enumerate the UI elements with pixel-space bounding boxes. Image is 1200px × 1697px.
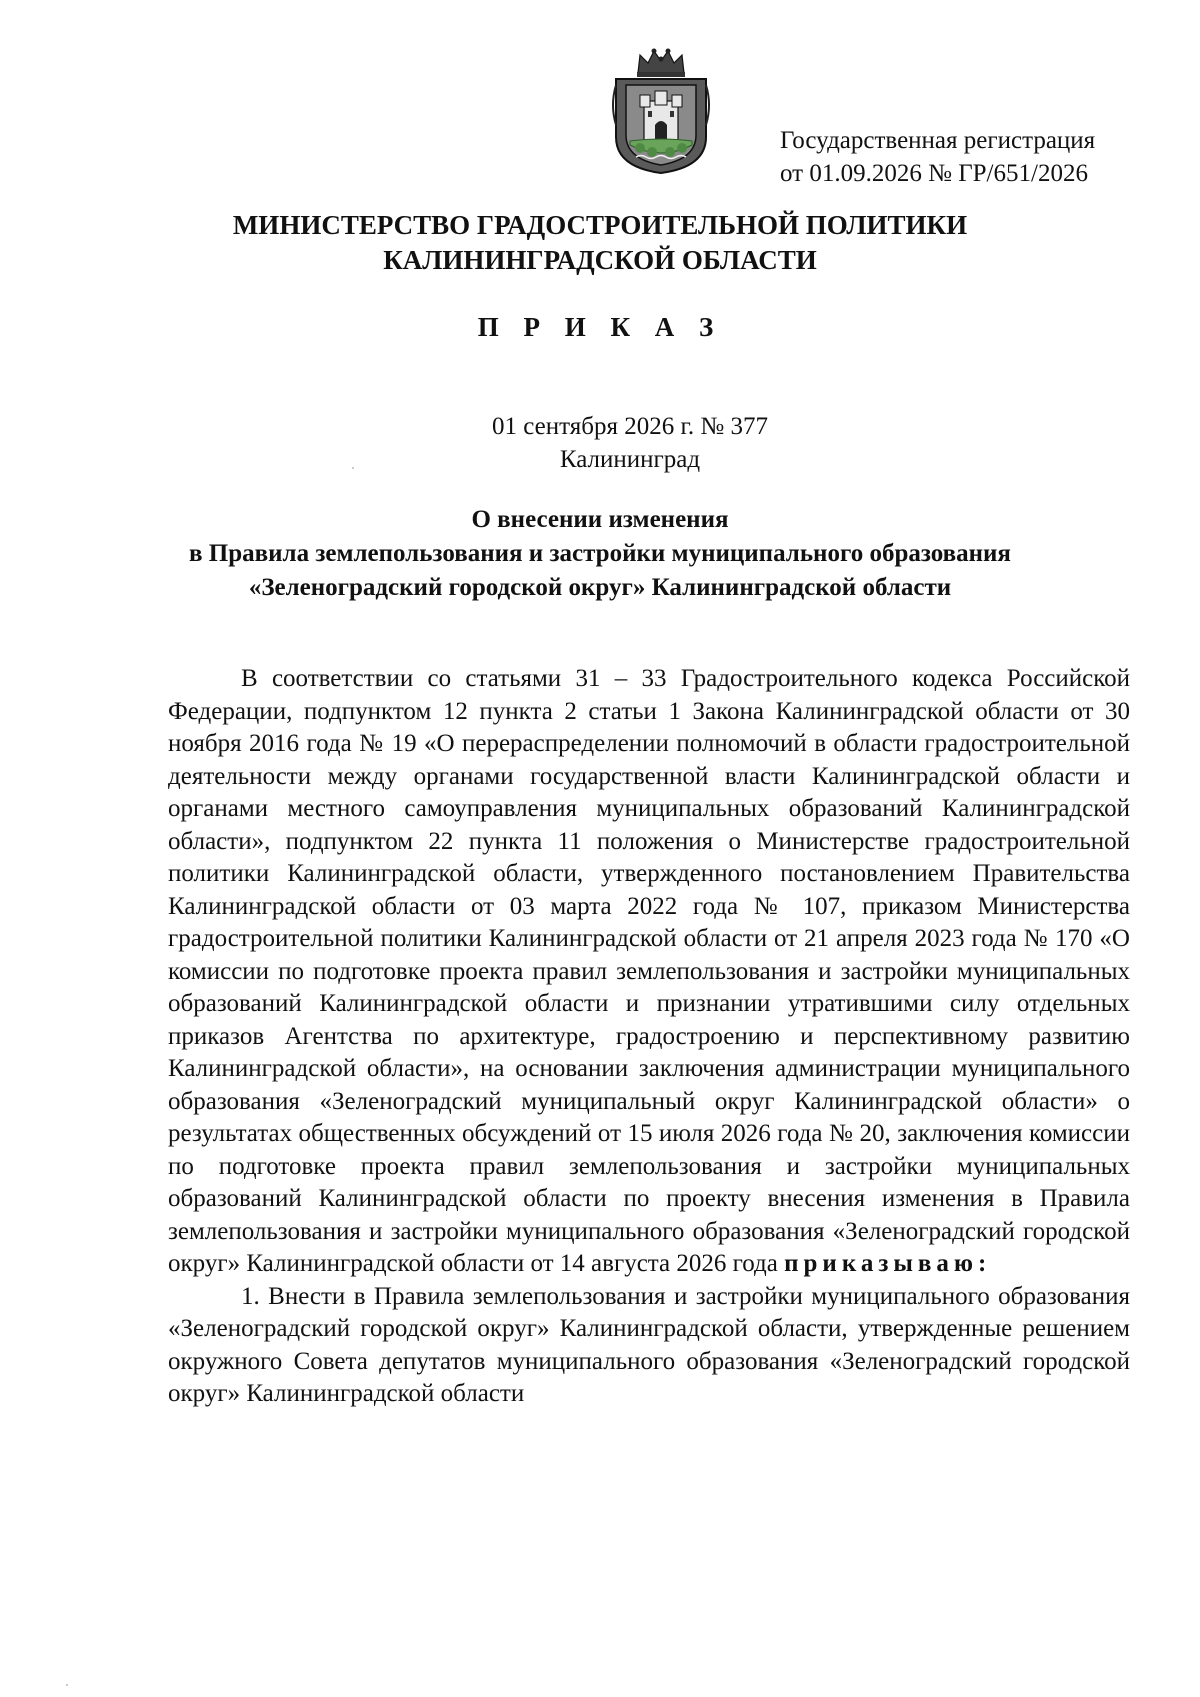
registration-number: от 01.09.2026 № ГР/651/2026 (780, 160, 1088, 187)
body-paragraph-1 (168, 663, 1130, 1281)
order-subject-line2: в Правила землепользования и застройки муниципального образования (189, 540, 1011, 567)
registration-label: Государственная регистрация (780, 127, 1096, 154)
scan-artifact (352, 467, 354, 469)
ministry-name (0, 208, 1200, 278)
scan-artifact (66, 1684, 68, 1686)
body-paragraph-2: 1. Внести в Правила землепользования и застройки муниципального образования «Зеленоградский городской округ» Калининградской области, утвержденные решением окружного Совета депутатов муниципального образования «Зеленоградский городской округ» Калининградской области (168, 1282, 1130, 1407)
coat-of-arms-icon (610, 45, 712, 175)
order-directive: приказываю: (784, 1250, 992, 1277)
body-paragraph-1-text: В соответствии со статьями 31 – 33 Градостроительного кодекса Российской Федерации, подпунктом 12 пункта 2 статьи 1 Закона Калининградской области от 30 ноября 2016 года № 19 «О перераспределении полномочий в области градостроительной деятельности между органами государственной власти Калининградской области и органами местного самоуправления муниципальных образований Калининградской области», подпунктом 22 пункта 11 положения о Министерстве градостроительной политики Калининградской области, утвержденного постановлением Правительства Калининградской области от 03 марта 2022 года № 107, приказом Министерства градостроительной политики Калининградской области от 21 апреля 2023 года № 170 «О комиссии по подготовке проекта правил землепользования и застройки муниципальных образований Калининградской области и признании утратившими силу отдельных приказов Агентства по архитектуре, градостроению и перспективному развитию Калининградской области», на основании заключения администрации муниципального образования «Зеленоградский муниципальный округ Калининградской области» о результатах общественных обсуждений от 15 июля 2026 года № 20, заключения комиссии по подготовке проекта правил землепользования и застройки муниципальных образований Калининградской области по проекту внесения изменения в Правила землепользования и застройки муниципального образования «Зеленоградский городской округ» Калининградской области от 14 августа 2026 года (168, 665, 1130, 1277)
order-date-block (0, 410, 1200, 476)
ministry-name-line2: КАЛИНИНГРАДСКОЙ ОБЛАСТИ (383, 245, 817, 275)
order-title: П Р И К А З (477, 312, 723, 342)
order-body (168, 663, 1130, 1411)
state-registration-block (780, 124, 1095, 190)
order-city: Калининград (559, 446, 701, 473)
order-subject-line3: «Зеленоградский городской округ» Калининградской области (248, 574, 952, 601)
order-subject (0, 503, 1200, 605)
order-date-number: 01 сентября 2026 г. № 377 (492, 413, 768, 440)
order-subject-line1: О внесении изменения (471, 506, 729, 533)
ministry-name-line1: МИНИСТЕРСТВО ГРАДОСТРОИТЕЛЬНОЙ ПОЛИТИКИ (232, 210, 968, 240)
